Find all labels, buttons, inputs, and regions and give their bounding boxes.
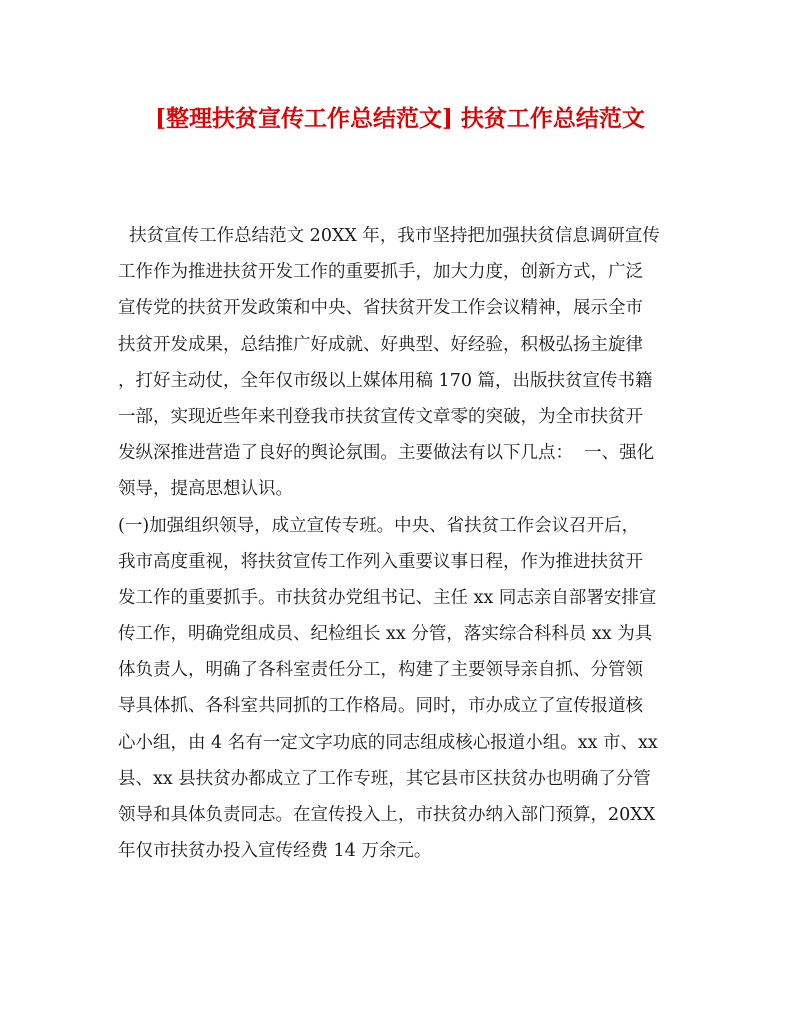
text-line: 领导和具体负责同志。在宣传投入上，市扶贫办纳入部门预算，20XX [118, 805, 656, 825]
paragraph-1 [118, 218, 684, 508]
text-line: 发工作的重要抓手。市扶贫办党组书记、主任 xx 同志亲自部署安排宣 [118, 587, 657, 608]
text-line: 发纵深推进营造了良好的舆论氛围。主要做法有以下几点： 一、强化 [118, 443, 655, 464]
text-line: 宣传党的扶贫开发政策和中央、省扶贫开发工作会议精神，展示全市 [118, 298, 643, 319]
paragraph-2 [118, 508, 684, 870]
text-line: 体负责人，明确了各科室责任分工，构建了主要领导亲自抓、分管领 [118, 660, 643, 681]
text-line: (一)加强组织领导，成立宣传专班。中央、省扶贫工作会议召开后， [118, 515, 640, 536]
text-line: 我市高度重视，将扶贫宣传工作列入重要议事日程，作为推进扶贫开 [118, 551, 643, 572]
document-title: [整理扶贫宣传工作总结范文] 扶贫工作总结范文 [155, 105, 645, 132]
text-line: 心小组，由 4 名有一定文字功底的同志组成核心报道小组。xx 市、xx [118, 732, 658, 753]
text-line: 扶贫宣传工作总结范文 20XX 年，我市坚持把加强扶贫信息调研宣传 [118, 226, 660, 246]
text-line: 领导，提高思想认识。 [118, 479, 293, 500]
text-line: 县、xx 县扶贫办都成立了工作专班，其它县市区扶贫办也明确了分管 [118, 768, 651, 789]
text-line: 扶贫开发成果，总结推广好成就、好典型、好经验，积极弘扬主旋律 [118, 334, 643, 355]
text-line: 年仅市扶贫办投入宣传经费 14 万余元。 [118, 841, 432, 862]
text-line: 导具体抓、各科室共同抓的工作格局。同时，市办成立了宣传报道核 [118, 696, 643, 717]
text-line: 传工作，明确党组成员、纪检组长 xx 分管，落实综合科科员 xx 为具 [118, 624, 653, 645]
text-line: 工作作为推进扶贫开发工作的重要抓手，加大力度，创新方式，广泛 [118, 262, 643, 283]
text-line: 一部，实现近些年来刊登我市扶贫宣传文章零的突破，为全市扶贫开 [118, 406, 643, 427]
text-line: ，打好主动仗，全年仅市级以上媒体用稿 170 篇，出版扶贫宣传书籍 [118, 370, 653, 391]
document-body [118, 218, 684, 869]
